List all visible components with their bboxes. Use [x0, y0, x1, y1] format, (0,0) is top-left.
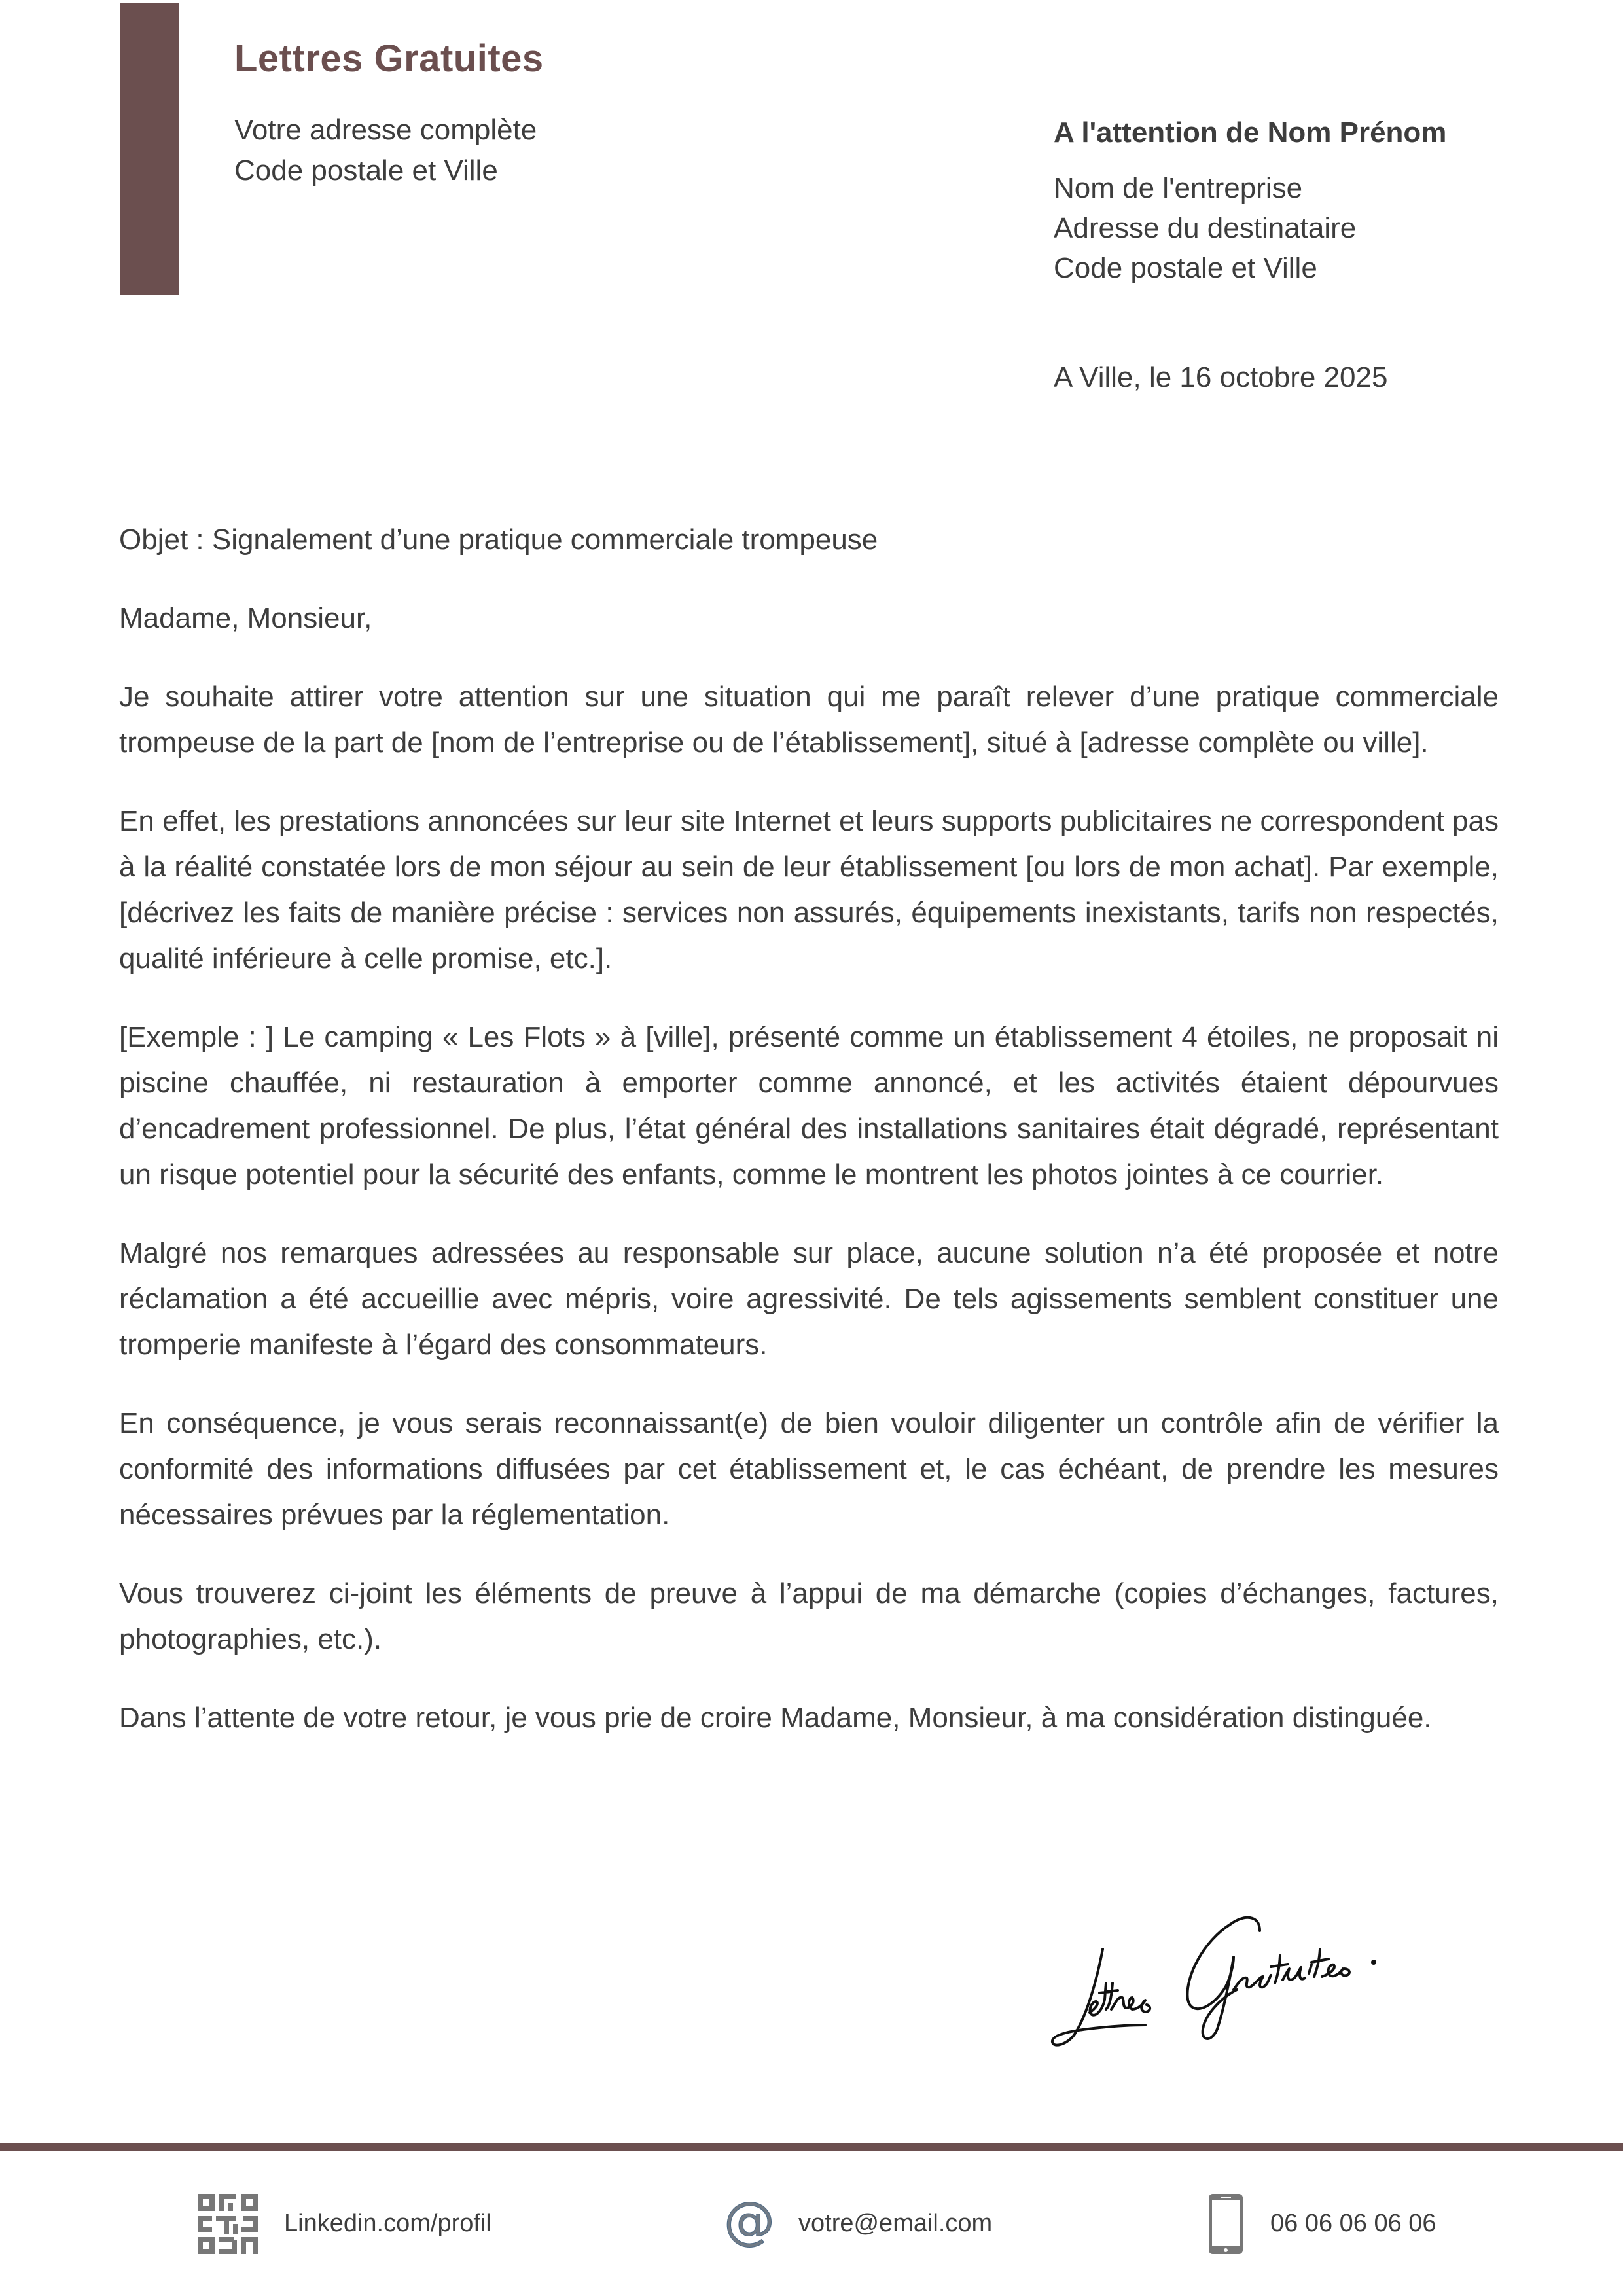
paragraph: En effet, les prestations annoncées sur leur site Internet et leurs supports publicitaires ne correspondent pas à la réalité constatée lors de mon séjour au sein de leur établissement [ou lors de mon achat]. Par exemple, [décrivez les faits de manière précise : services non assurés, équipements inexistants, tarifs non respectés, qualité inférieure à celle promise, etc.]. [119, 805, 1499, 975]
paragraph: Dans l’attente de votre retour, je vous prie de croire Madame, Monsieur, à ma considération distinguée. [119, 1702, 1432, 1734]
paragraph: En conséquence, je vous serais reconnaissant(e) de bien vouloir diligenter un contrôle afin de vérifier la conformité des informations diffusées par cet établissement et, le cas échéant, de prendre les mesures nécessaires prévues par la réglementation. [119, 1407, 1499, 1531]
linkedin-link[interactable]: Linkedin.com/profil [284, 2210, 491, 2237]
paragraph: [Exemple : ] Le camping « Les Flots » à [ville], présenté comme un établissement 4 étoiles, ne proposait ni piscine chauffée, ni restauration à emporter comme annoncé, et les activités étaient dépourvues d’encadrement professionnel. De plus, l’état général des installations sanitaires était dégradé, représentant un risque potentiel pour la sécurité des enfants, comme le montrent les photos jointes à ce courrier. [119, 1021, 1499, 1191]
recipient-company: Nom de l'entreprise [1054, 172, 1303, 204]
signature [1034, 1885, 1427, 2055]
paragraph: Malgré nos remarques adressées au responsable sur place, aucune solution n’a été proposée et notre réclamation a été accueillie avec mépris, voire agressivité. De tels agissements semblent constituer une tromperie manifeste à l’égard des consommateurs. [119, 1237, 1499, 1361]
contact-phone [1207, 2193, 1436, 2255]
recipient-block [1054, 113, 1446, 288]
recipient-postal: Code postale et Ville [1054, 252, 1317, 284]
qr-code-icon [198, 2194, 258, 2254]
header-accent-bar [120, 3, 179, 295]
recipient-attention: A l'attention de Nom Prénom [1054, 117, 1447, 149]
svg-text:@: @ [724, 2191, 775, 2251]
recipient-address: Adresse du destinataire [1054, 212, 1357, 244]
letter-date: A Ville, le 16 octobre 2025 [1054, 361, 1388, 393]
letter-body [119, 517, 1499, 1774]
phone-number[interactable]: 06 06 06 06 06 [1270, 2210, 1436, 2237]
sender-address [234, 110, 537, 191]
smartphone-icon [1207, 2193, 1244, 2255]
letter-subject: Objet : Signalement d’une pratique commerciale trompeuse [119, 524, 878, 556]
letter-salutation: Madame, Monsieur, [119, 602, 372, 634]
at-sign-icon [724, 2191, 775, 2251]
footer-divider [0, 2143, 1623, 2151]
paragraph: Vous trouverez ci-joint les éléments de preuve à l’appui de ma démarche (copies d’échanges, factures, photographies, etc.). [119, 1577, 1499, 1655]
sender-postal-line: Code postale et Ville [234, 154, 498, 187]
email-link[interactable]: votre@email.com [798, 2210, 993, 2237]
paragraph: Je souhaite attirer votre attention sur une situation qui me paraît relever d’une pratique commerciale trompeuse de la part de [nom de l’entreprise ou de l’établissement], situé à [adresse complète ou ville]. [119, 681, 1499, 759]
sender-address-line: Votre adresse complète [234, 114, 537, 146]
brand-title: Lettres Gratuites [234, 37, 544, 80]
contact-email [726, 2193, 992, 2255]
contact-linkedin [198, 2193, 491, 2255]
